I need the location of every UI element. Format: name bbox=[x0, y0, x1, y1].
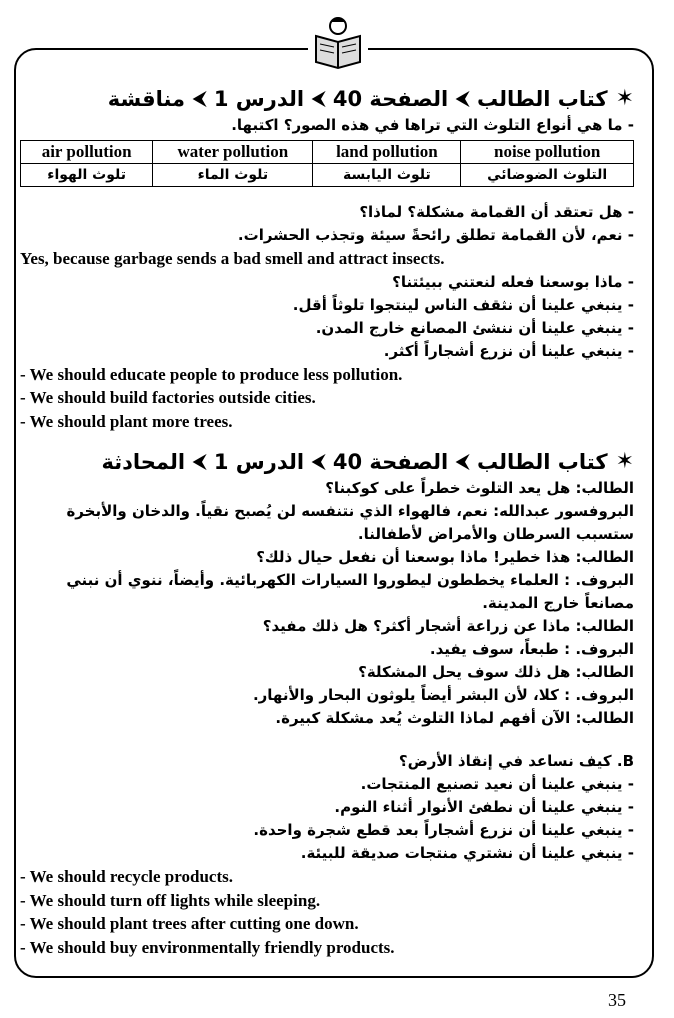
dialogue-line: الطالب: الآن أفهم لماذا التلوث يُعد مشكلة كبيرة. bbox=[275, 709, 634, 727]
table-cell: تلوث الهواء bbox=[21, 164, 153, 187]
table-cell: التلوث الضوضائي bbox=[461, 164, 634, 187]
text-line: - We should plant more trees. bbox=[20, 411, 233, 431]
text-line: - ينبغي علينا أن نشتري منتجات صديقة للبيئة. bbox=[300, 844, 634, 862]
text-line: - ينبغي علينا أن نطفئ الأنوار أثناء النوم. bbox=[334, 798, 634, 816]
text-line: - ينبغي علينا أن ننشئ المصانع خارج المدن. bbox=[315, 318, 634, 337]
dialogue-line: الطالب: ماذا عن زراعة أشجار أكثر؟ هل ذلك مفيد؟ bbox=[262, 617, 634, 635]
text-line: - ينبغي علينا أن نثقف الناس لينتجوا تلوثاً أقل. bbox=[292, 295, 634, 314]
arrow-icon: ⮜ bbox=[456, 451, 469, 472]
reading-mascot-icon bbox=[308, 14, 368, 74]
dialogue-line: البروفسور عبدالله: نعم، فالهواء الذي نتنفسه لن يُصبح نقياً. والدخان والأبخرة ستسبب السرطان والأمراض لأطفالنا. bbox=[66, 502, 634, 543]
arrow-icon: ⮜ bbox=[193, 88, 206, 109]
text-line: - نعم، لأن القمامة تطلق رائحةً سيئة وتجذب الحشرات. bbox=[237, 226, 634, 244]
dialogue-line: الطالب: هل ذلك سوف يحل المشكلة؟ bbox=[358, 663, 634, 681]
text-line: - ينبغي علينا أن نزرع أشجاراً أكثر. bbox=[383, 341, 634, 360]
text-line: - We should buy environmentally friendly products. bbox=[20, 937, 395, 957]
arrow-icon: ⮜ bbox=[193, 451, 206, 472]
text-line: - ماذا بوسعنا فعله لنعتني ببيئتنا؟ bbox=[392, 272, 634, 291]
text-line: - ينبغي علينا أن نعيد تصنيع المنتجات. bbox=[360, 775, 634, 793]
pollution-table bbox=[20, 140, 634, 187]
section-heading-conversation: ✶ كتاب الطالب ⮜ الصفحة 40 ⮜ الدرس 1 ⮜ المحادثة bbox=[20, 447, 634, 477]
section-heading-discussion: ✶ كتاب الطالب ⮜ الصفحة 40 ⮜ الدرس 1 ⮜ مناقشة bbox=[20, 84, 634, 114]
table-cell: air pollution bbox=[21, 141, 153, 164]
text-line: - We should turn off lights while sleeping. bbox=[20, 890, 321, 910]
question-line: B. كيف نساعد في إنقاذ الأرض؟ bbox=[398, 752, 634, 770]
table-cell: land pollution bbox=[313, 141, 461, 164]
arrow-icon: ⮜ bbox=[312, 451, 325, 472]
page-number: 35 bbox=[608, 990, 626, 1010]
text-line: Yes, because garbage sends a bad smell and attract insects. bbox=[20, 249, 445, 268]
text-line: - We should build factories outside cities. bbox=[20, 388, 316, 407]
table-cell: noise pollution bbox=[461, 141, 634, 164]
dialogue-line: الطالب: هذا خطير! ماذا بوسعنا أن نفعل حيال ذلك؟ bbox=[256, 548, 634, 566]
star-icon: ✶ bbox=[615, 86, 634, 111]
arrow-icon: ⮜ bbox=[456, 88, 469, 109]
text-line: - We should educate people to produce less pollution. bbox=[20, 364, 403, 384]
star-icon: ✶ bbox=[615, 449, 634, 474]
table-cell: water pollution bbox=[153, 141, 313, 164]
table-cell: تلوث اليابسة bbox=[313, 164, 461, 187]
text-line: - هل تعتقد أن القمامة مشكلة؟ لماذا؟ bbox=[359, 203, 634, 221]
text-line: - We should recycle products. bbox=[20, 867, 233, 886]
arrow-icon: ⮜ bbox=[312, 88, 325, 109]
text-line: - We should plant trees after cutting one down. bbox=[20, 914, 359, 933]
text-line: - ينبغي علينا أن نزرع أشجاراً بعد قطع شجرة واحدة. bbox=[253, 821, 634, 839]
table-cell: تلوث الماء bbox=[153, 164, 313, 187]
dialogue-line: البروف. : كلا، لأن البشر أيضاً يلوثون البحار والأنهار. bbox=[252, 686, 634, 704]
question-line: - ما هي أنواع التلوث التي تراها في هذه الصور؟ اكتبها. bbox=[231, 116, 634, 134]
dialogue-line: البروف. : طبعاً، سوف يفيد. bbox=[429, 640, 634, 658]
dialogue-line: البروف. : العلماء يخططون ليطوروا السيارات الكهربائية. وأيضاً، ننوي أن نبني مصانعاً خارج المدينة. bbox=[66, 571, 634, 612]
dialogue-line: الطالب: هل يعد التلوث خطراً على كوكبنا؟ bbox=[325, 479, 634, 497]
page-content bbox=[20, 84, 634, 959]
